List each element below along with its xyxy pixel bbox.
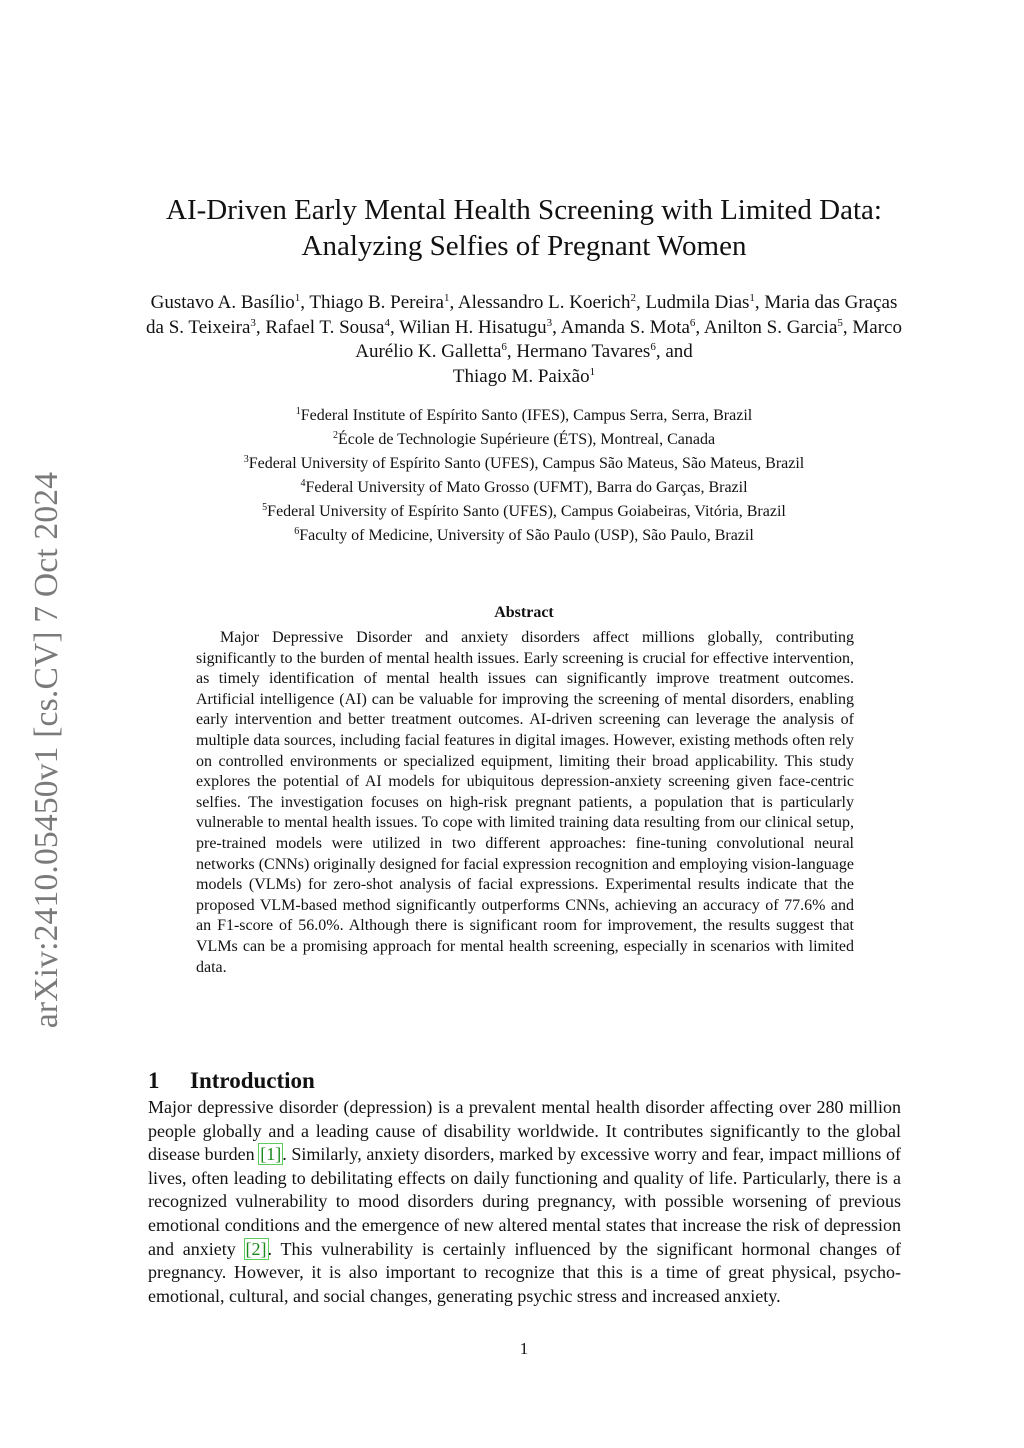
intro-text: . This vulnerability is certainly influenced by the significant hormonal changes of pregnancy. However, it is also important to recognize that this is a time of great physical, psycho-emotional, cultural, and social changes, generating psychic stress and increased anxiety. [148, 1238, 901, 1306]
author-list [140, 291, 908, 389]
affiliation-list [140, 404, 908, 548]
abstract-heading: Abstract [494, 604, 554, 621]
section-number: 1 [148, 1068, 160, 1094]
author: Thiago B. Pereira$^1$, [309, 292, 458, 313]
intro-text: Major depressive disorder (depression) is a prevalent mental health disorder affecting over 280 million people globally and a leading cause of disability worldwide. It contributes significantly to the global disease burden [148, 1097, 901, 1165]
citation-link[interactable]: [1] [260, 1144, 282, 1165]
author: Marco Aurélio K. Galletta$^6$, [355, 316, 902, 362]
author: Thiago M. Paixão$^1$ [452, 365, 596, 387]
author: Anilton S. Garcia$^5$, [703, 316, 853, 338]
page-number: 1 [519, 1339, 529, 1358]
author: Maria das Graças da S. Teixeira$^3$, [146, 292, 898, 338]
arxiv-identifier-text: arXiv:2410.05450v1 [cs.CV] 7 Oct 2024 [28, 471, 65, 1029]
affiliation: $^5$Federal University of Espírito Santo (UFES), Campus Goiabeiras, Vitória, Brazil [262, 502, 786, 520]
abstract-body: Major Depressive Disorder and anxiety disorders affect millions globally, contributing significantly to the burden of mental health issues. Early screening is crucial for effective intervention, as timely identification of mental health issues can significantly improve treatment outcomes. Artificial intelligence (AI) can be valuable for improving the screening of mental disorders, enabling early intervention and better treatment outcomes. AI-driven screening can leverage the analysis of multiple data sources, including facial features in digital images. However, existing methods often rely on controlled environments or specialized equipment, limiting their broad applicability. This study explores the potential of AI models for ubiquitous depression-anxiety screening given face-centric selfies. The investigation focuses on high-risk pregnant patients, a population that is particularly vulnerable to mental health issues. To cope with limited training data resulting from our clinical setup, pre-trained models were utilized in two different approaches: fine-tuning convolutional neural networks (CNNs) originally designed for facial expression recognition and employing vision-language models (VLMs) for zero-shot analysis of facial expressions. Experimental results indicate that the proposed VLM-based method significantly outperforms CNNs, achieving an accuracy of 77.6% and an F1-score of 56.0%. Although there is significant room for improvement, the results suggest that VLMs can be a promising approach for mental health screening, especially in scenarios with limited data. [196, 629, 854, 976]
citation-link[interactable]: [2] [245, 1238, 267, 1259]
introduction-paragraph [148, 1096, 901, 1308]
author: Wilian H. Hisatugu$^3$, [399, 316, 561, 338]
affiliation: $^4$Federal University of Mato Grosso (UFMT), Barra do Garças, Brazil [300, 478, 748, 496]
section-title: Introduction [190, 1068, 315, 1094]
author: Amanda S. Mota$^6$, [560, 316, 704, 338]
affiliation: $^6$Faculty of Medicine, University of São Paulo (USP), São Paulo, Brazil [294, 526, 754, 544]
author: Hermano Tavares$^6$, and [516, 341, 693, 362]
paper-title-line-1: AI-Driven Early Mental Health Screening with Limited Data: [166, 194, 882, 226]
intro-text: . Similarly, anxiety disorders, marked by excessive worry and fear, impact millions of lives, often leading to debilitating effects on daily functioning and quality of life. Particularly, there is a recognized vulnerability to mood disorders during pregnancy, with possible worsening of previous emotional conditions and the emergence of new altered mental states that increase the risk of depression and anxiety [148, 1144, 901, 1259]
paper-title [0, 192, 1024, 264]
author: Gustavo A. Basílio$^1$, [150, 292, 310, 313]
affiliation: $^3$Federal University of Espírito Santo (UFES), Campus São Mateus, São Mateus, Brazil [243, 454, 805, 472]
section-heading-introduction [148, 1068, 748, 1094]
affiliation: $^1$Federal Institute of Espírito Santo (IFES), Campus Serra, Serra, Brazil [295, 406, 753, 424]
author: Alessandro L. Koerich$^2$, [457, 292, 646, 313]
paper-title-line-2: Analyzing Selfies of Pregnant Women [301, 230, 747, 262]
affiliation: $^2$École de Technologie Supérieure (ÉTS), Montreal, Canada [332, 430, 716, 448]
author: Ludmila Dias$^1$, [645, 292, 765, 313]
author: Rafael T. Sousa$^4$, [265, 316, 400, 338]
